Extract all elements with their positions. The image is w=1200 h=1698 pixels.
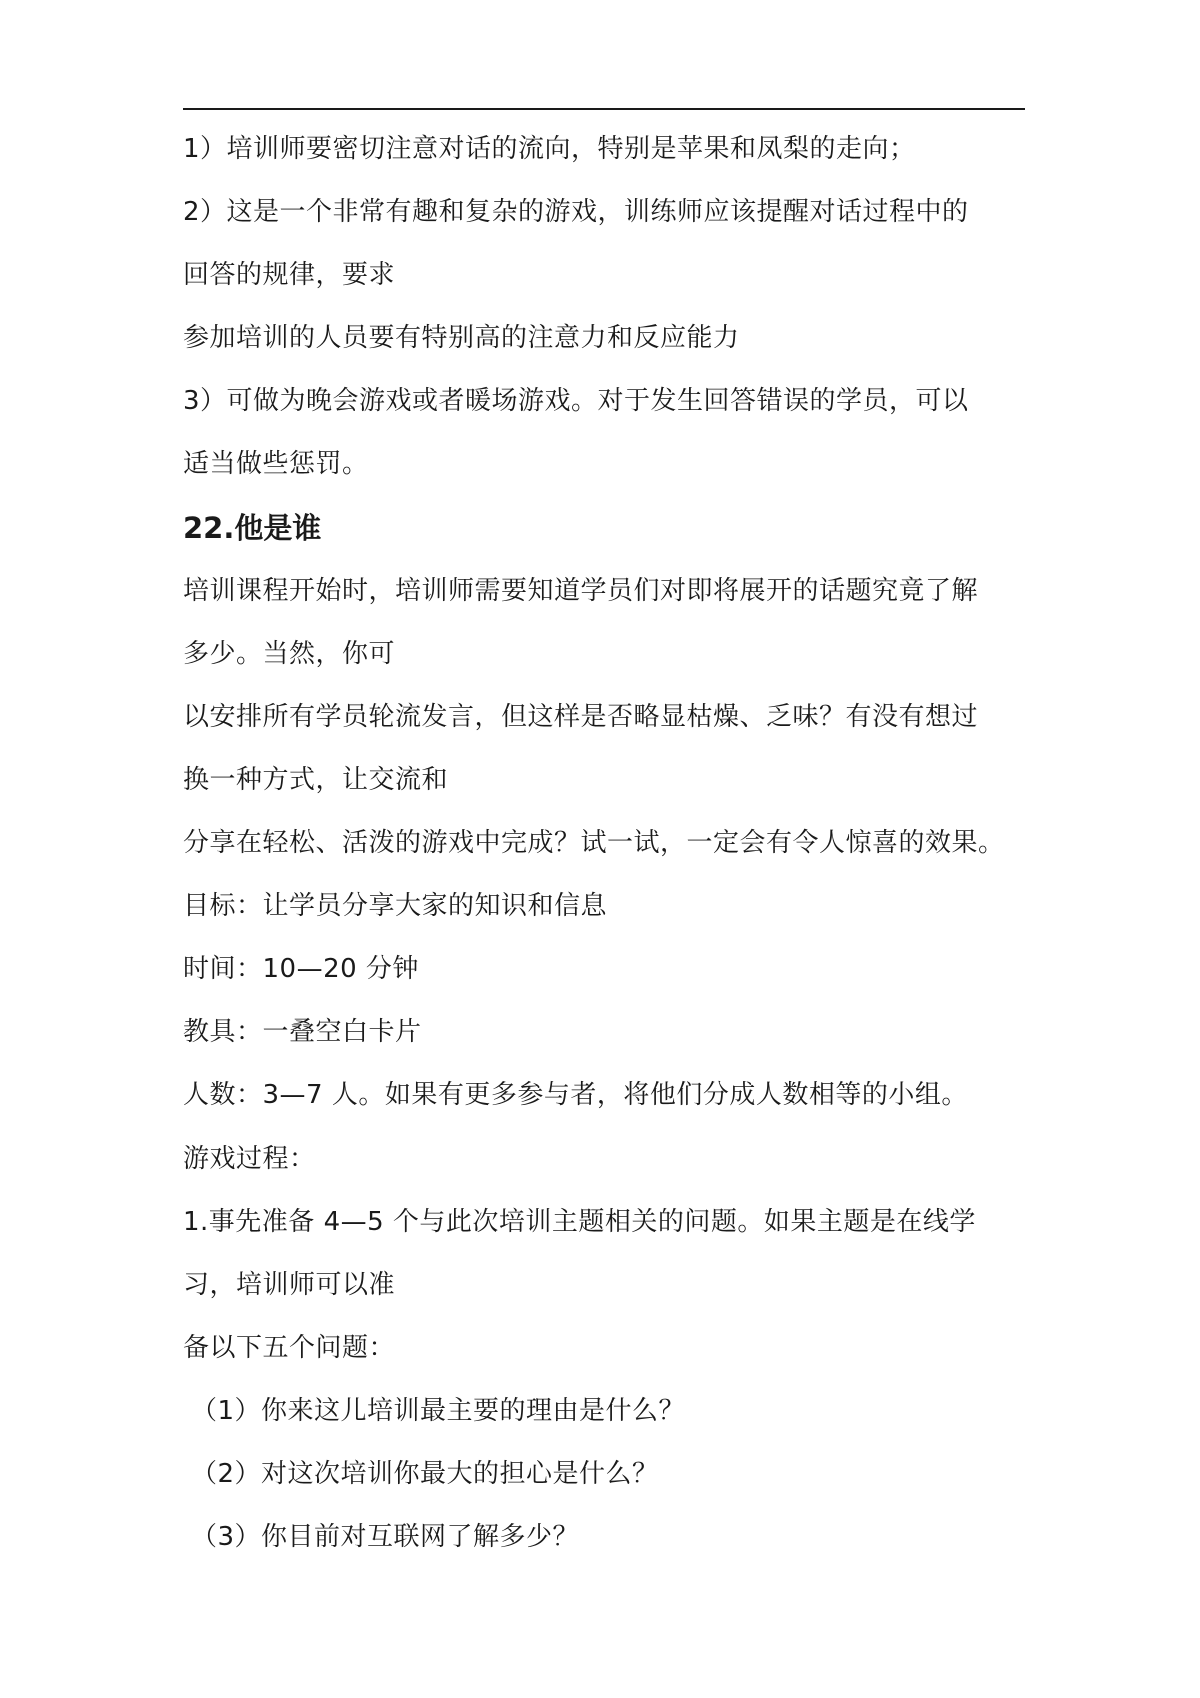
header-rule (183, 108, 1025, 110)
text-line-intro-5: 分享在轻松、活泼的游戏中完成？试一试，一定会有令人惊喜的效果。 (183, 828, 1005, 859)
text-line-intro-1: 培训课程开始时，培训师需要知道学员们对即将展开的话题究竟了解 (183, 575, 979, 606)
text-line-participants: 人数：3—7 人。如果有更多参与者，将他们分成人数相等的小组。 (183, 1080, 968, 1111)
document-body (183, 118, 1025, 1569)
text-line-materials: 教具：一叠空白卡片 (183, 1017, 422, 1048)
text-line-tip-1: 1）培训师要密切注意对话的流向，特别是苹果和凤梨的走向； (183, 134, 916, 164)
text-line-tip-2-cont: 回答的规律，要求 (183, 260, 396, 291)
text-line-tip-2-cont-2: 参加培训的人员要有特别高的注意力和反应能力 (183, 323, 740, 354)
text-line-intro-4: 换一种方式，让交流和 (183, 764, 449, 795)
text-line-goal: 目标：让学员分享大家的知识和信息 (183, 891, 608, 922)
question-item-1: （1）你来这儿培训最主要的理由是什么？ (191, 1395, 686, 1426)
text-line-time: 时间：10—20 分钟 (183, 954, 419, 985)
text-line-tip-3-cont: 适当做些惩罚。 (183, 449, 369, 480)
text-line-tip-2: 2）这是一个非常有趣和复杂的游戏，训练师应该提醒对话过程中的 (183, 197, 969, 228)
text-line-step-1: 1.事先准备 4—5 个与此次培训主题相关的问题。如果主题是在线学 (183, 1206, 976, 1237)
section-heading: 22.他是谁 (183, 510, 322, 545)
text-line-intro-2: 多少。当然，你可 (183, 638, 396, 669)
text-line-step-1-cont: 习，培训师可以准 (183, 1269, 396, 1300)
text-line-procedure-label: 游戏过程： (183, 1143, 316, 1174)
text-line-tip-3: 3）可做为晚会游戏或者暖场游戏。对于发生回答错误的学员，可以 (183, 386, 969, 417)
question-item-2: （2）对这次培训你最大的担心是什么？ (191, 1458, 659, 1489)
text-line-step-1-cont-2: 备以下五个问题： (183, 1332, 396, 1363)
question-item-3: （3）你目前对互联网了解多少？ (191, 1522, 580, 1553)
text-line-intro-3: 以安排所有学员轮流发言，但这样是否略显枯燥、乏味？有没有想过 (183, 701, 979, 732)
